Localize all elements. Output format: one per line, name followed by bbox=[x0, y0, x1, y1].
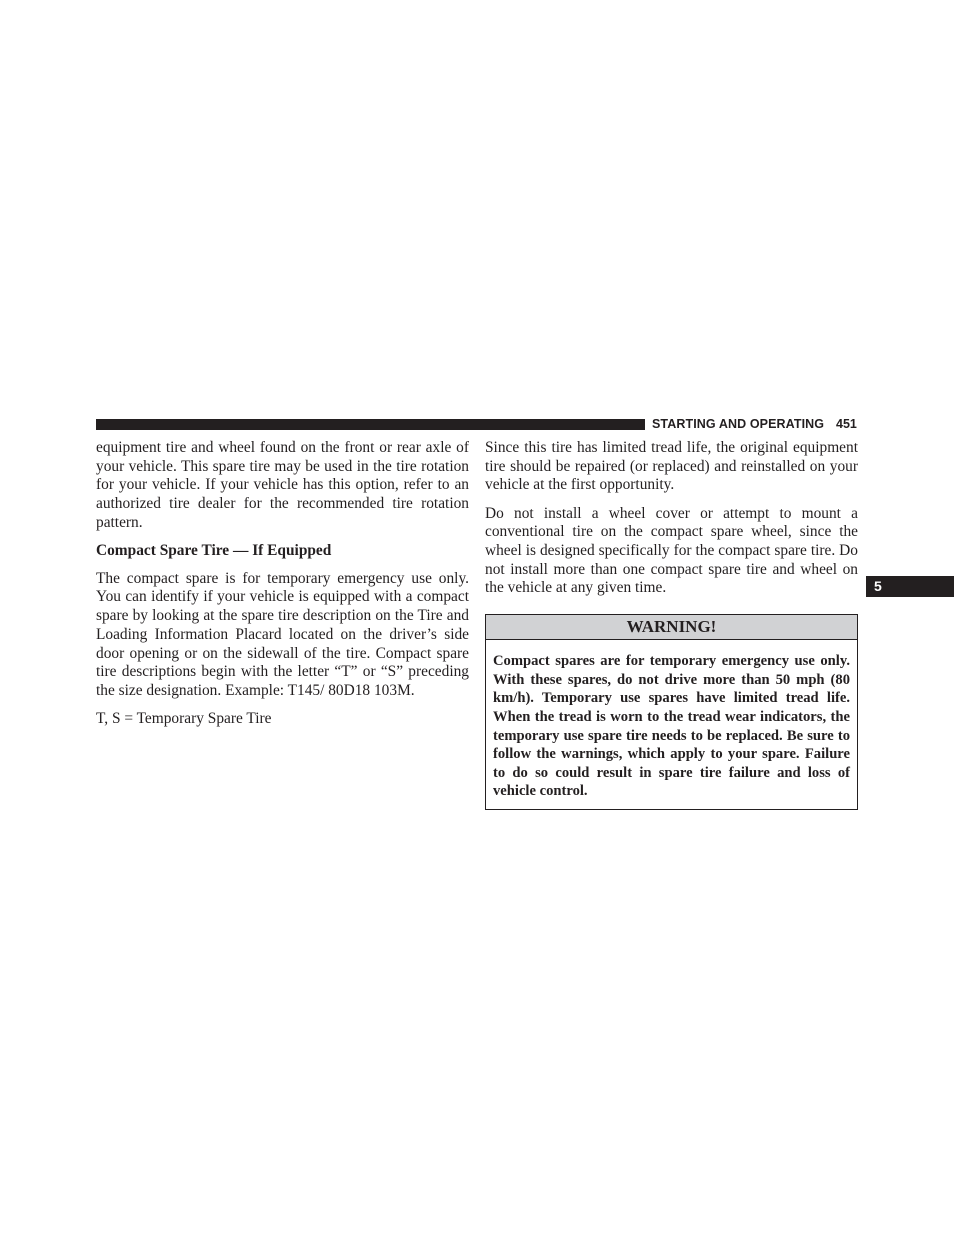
left-column bbox=[96, 439, 469, 738]
chapter-number: 5 bbox=[874, 578, 882, 594]
paragraph: equipment tire and wheel found on the front or rear axle of your vehicle. This spare tire may be used in the tire rotation for your vehicle. If your vehicle has this option, refer to an authorized tire dealer for the recommended tire rotation pattern. bbox=[96, 439, 469, 531]
paragraph: Since this tire has limited tread life, the original equipment tire should be repaired (or replaced) and reinstalled on your vehicle at the first opportunity. bbox=[485, 439, 858, 494]
paragraph: Do not install a wheel cover or attempt to mount a conventional tire on the compact spare wheel, since the wheel is designed specifically for the compact spare tire. Do not install more than one compact spare tire and wheel on the vehicle at any given time. bbox=[485, 504, 858, 597]
warning-text: Compact spares are for temporary emergency use only. With these spares, do not drive more than 50 mph (80 km/h). Temporary use spares have limited tread life. When the tread is worn to the tread wear indicators, the temporary use spare tire needs to be replaced. Be sure to follow the warnings, which apply to your spare. Failure to do so could result in spare tire failure and loss of vehicle control. bbox=[493, 653, 850, 800]
page-number: 451 bbox=[836, 417, 857, 431]
section-heading: Compact Spare Tire — If Equipped bbox=[96, 542, 332, 560]
section-title: STARTING AND OPERATING bbox=[652, 417, 825, 431]
warning-title: WARNING! bbox=[486, 615, 857, 640]
paragraph: The compact spare is for temporary emergency use only. You can identify if your vehicle is equipped with a compact spare by looking at the spare tire description on the Tire and Loading Information Placard located on the driver’s side door opening or on the sidewall of the tire. Compact spare tire descriptions begin with the letter “T” or “S” preceding the size designation. Example: T145/ 80D18 103M. bbox=[96, 569, 469, 699]
paragraph: T, S = Temporary Spare Tire bbox=[96, 710, 272, 728]
warning-box bbox=[485, 614, 858, 810]
header-rule bbox=[96, 419, 645, 430]
right-column bbox=[485, 439, 858, 810]
chapter-tab bbox=[866, 576, 954, 597]
